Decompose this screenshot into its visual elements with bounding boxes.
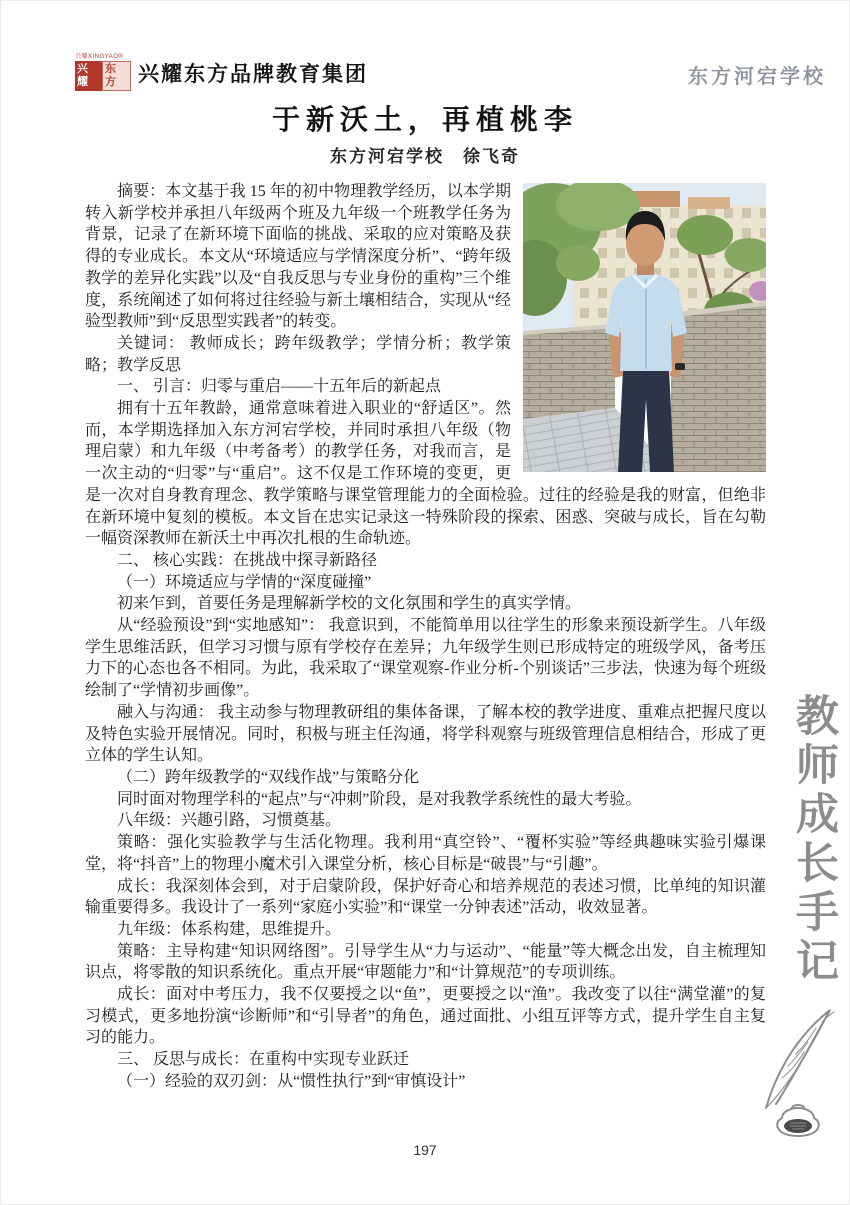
paragraph: 二、 核心实践：在挑战中探寻新路径: [117, 551, 378, 569]
sidebar-calligraphy-text: 教师成长手记: [790, 693, 837, 987]
paragraph: 融入与沟通： 我主动参与物理教研组的集体备课，了解本校的教学进度、重难点把握尺度以及特色实验开展情况。同时，积极与班主任沟通，将学科观察与班级管理信息相结合，形成了更立体的学生认知。: [85, 703, 766, 765]
paragraph: 初来乍到，首要任务是理解新学校的文化氛围和学生的真实学情。: [117, 595, 582, 613]
paragraph: 同时面对物理学科的“起点”与“冲刺”阶段，是对我教学系统性的最大考验。: [117, 790, 642, 808]
logo-seal-body: [75, 61, 131, 91]
paragraph: （一）环境适应与学情的“深度碰撞”: [117, 573, 372, 591]
paragraph: 拥有十五年教龄，通常意味着进入职业的“舒适区”。然而，本学期选择加入东方河宕学校，并同时承担八年级（物理启蒙）和九年级（中考备考）的教学任务，对我而言，是一次主动的“归零”与“重启”。这不仅是工作环境的变更，更是一次对自身教育理念、教学策略与课堂管理能力的全面检验。过往的经验是我的财富，但绝非在新环境中复刻的模板。本文旨在忠实记录这一特殊阶段的探索、困惑、突破与成长，旨在勾勒一幅资深教师在新沃土中再次扎根的生命轨迹。: [85, 400, 766, 548]
article-title: 于新沃土，再植桃李: [271, 105, 578, 136]
quill-and-ink-icon: [752, 1000, 844, 1140]
paragraph: （一）经验的双刃剑：从“惯性执行”到“审慎设计”: [117, 1072, 466, 1090]
article-body: [85, 181, 766, 1093]
page-number: 197: [413, 1142, 437, 1158]
logo-seal-right: 东方: [102, 61, 131, 91]
paragraph: 成长：面对中考压力，我不仅要授之以“鱼”，更要授之以“渔”。我改变了以往“满堂灌”的复习模式，更多地扮演“诊断师”和“引导者”的角色，通过面批、小组互评等方式，提升学生自主复习的能力。: [85, 986, 766, 1047]
paragraph: （二）跨年级教学的“双线作战”与策略分化: [117, 768, 420, 786]
paragraph: 策略：强化实验教学与生活化物理。我利用“真空铃”、“覆杯实验”等经典趣味实验引爆课堂，将“抖音”上的物理小魔术引入课堂分析，核心目标是“破畏”与“引趣”。: [85, 834, 766, 873]
brand-name: 兴耀东方品牌教育集团: [138, 61, 368, 86]
paragraph: 八年级：兴趣引路，习惯奠基。: [117, 812, 342, 830]
article-byline: 东方河宕学校 徐飞奇: [330, 147, 520, 166]
school-name: 东方河宕学校: [688, 66, 826, 88]
paragraph: 三、 反思与成长：在重构中实现专业跃迁: [117, 1051, 410, 1069]
paragraph: 成长：我深刻体会到，对于启蒙阶段，保护好奇心和培养规范的表述习惯，比单纯的知识灌输重要得多。我设计了一系列“家庭小实验”和“课堂一分钟表述”活动，收效显著。: [85, 877, 766, 917]
brand-logo-seal-icon: [75, 54, 131, 91]
paragraph: 关键词： 教师成长；跨年级教学；学情分析；教学策略；教学反思: [85, 334, 511, 374]
paragraph: 九年级：体系构建，思维提升。: [117, 920, 342, 938]
brand-block: [75, 54, 368, 91]
paragraph: 一、 引言：归零与重启——十五年后的新起点: [117, 378, 442, 396]
page-header: [75, 54, 826, 98]
paragraph: 从“经验预设”到“实地感知”： 我意识到，不能简单用以往学生的形象来预设新学生。八年级学生思维活跃，但学习习惯与原有学校存在差异；九年级学生则已形成特定的班级学风，备考压力下的心态也各不相同。为此，我采取了“课堂观察-作业分析-个别谈话”三步法，快速为每个班级绘制了“学情初步画像”。: [85, 617, 766, 700]
logo-seal-left: 兴耀: [75, 61, 102, 91]
paragraph: 摘要：本文基于我 15 年的初中物理教学经历，以本学期转入新学校并承担八年级两个班及九年级一个班教学任务为背景，记录了在新环境下面临的挑战、采取的应对策略及获得的专业成长。本文从“环境适应与学情深度分析”、“跨年级教学的差异化实践”以及“自我反思与专业身份的重构”三个维度，系统阐述了如何将过往经验与新土壤相结合，实现从“经验型教师”到“反思型实践者”的转变。: [85, 183, 511, 331]
paragraph: 策略：主导构建“知识网络图”。引导学生从“力与运动”、“能量”等大概念出发，自主梳理知识点，将零散的知识系统化。重点开展“审题能力”和“计算规范”的专项训练。: [85, 942, 766, 982]
teacher-portrait-photo: [523, 183, 766, 472]
logo-small-text: 兴耀XINGYAO®: [75, 54, 124, 60]
